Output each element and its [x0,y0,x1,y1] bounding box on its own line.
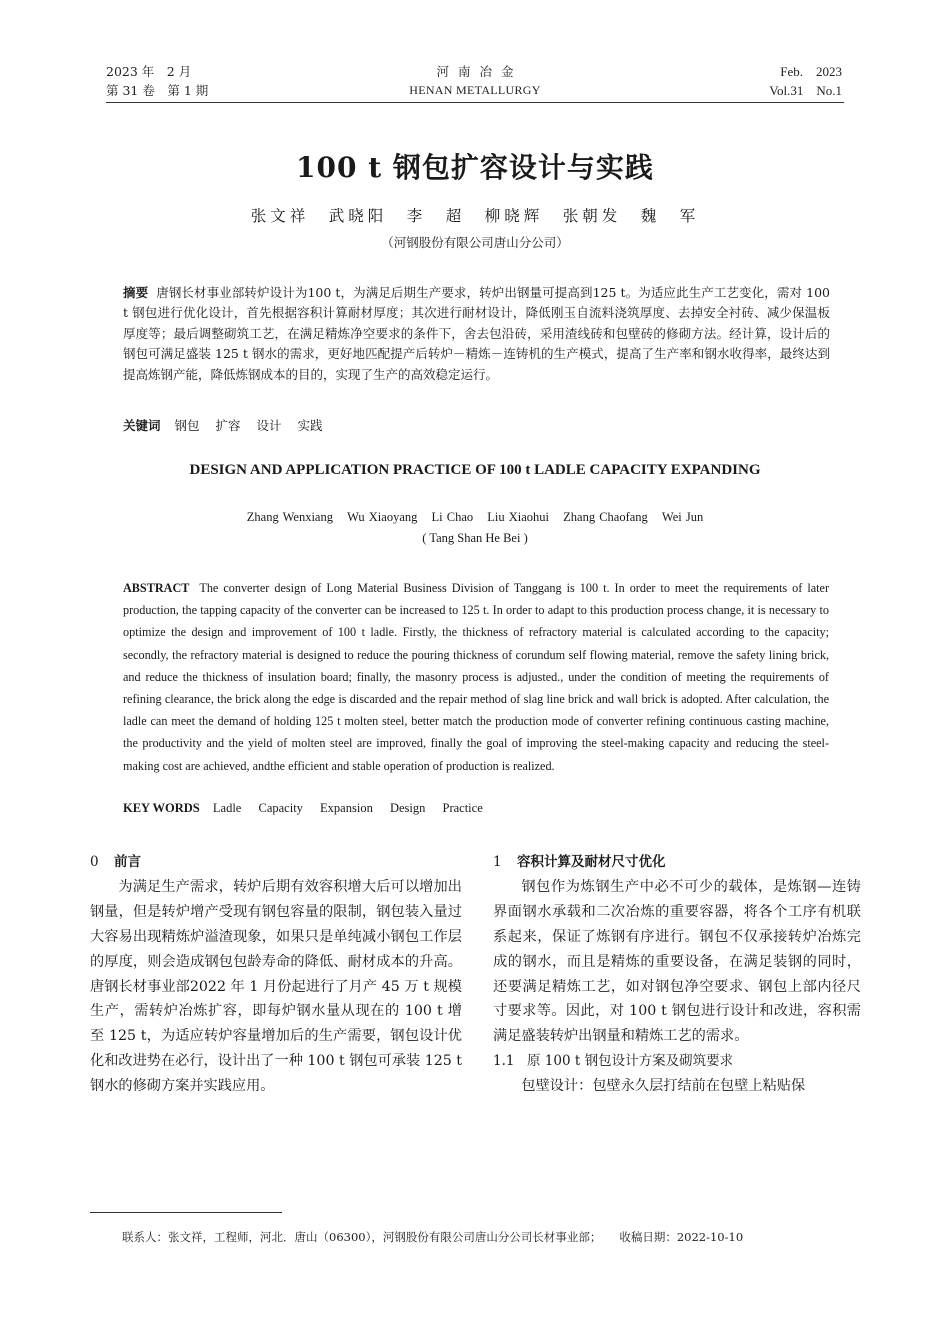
abstract-cn-label: 摘要 [123,285,149,300]
affiliation-cn: （河钢股份有限公司唐山分公司） [381,235,569,250]
author-en: Liu Xiaohui [487,510,550,524]
footnote-received: 收稿日期：2022-10-10 [619,1230,744,1244]
keyword-en: Practice [442,801,483,815]
header-journal [375,62,575,100]
subsection-heading-1-1 [493,1049,861,1074]
authors-cn: 张文祥 武晓阳 李 超 柳晓辉 张朝发 魏 军 [250,207,700,225]
author-en: Zhang Wenxiang [246,510,333,524]
keywords-cn-label: 关键词 [123,418,161,433]
subsection-paragraph: 包壁设计：包壁永久层打结前在包壁上粘贴保 [521,1078,806,1095]
keyword-en: Design [389,801,426,815]
keyword-en: Expansion [320,801,373,815]
abstract-en-label: ABSTRACT [123,581,190,595]
keyword-cn: 扩容 [215,418,241,433]
header-date-en: Feb. 2023 [780,64,842,79]
journal-name-en: HENAN METALLURGY [409,83,541,97]
header-volume-en: Vol.31 No.1 [769,83,842,98]
paper-title-en: DESIGN AND APPLICATION PRACTICE OF 100 t LADLE CAPACITY EXPANDING [189,462,761,478]
section-0-paragraph: 为满足生产需求，转炉后期有效容积增大后可以增加出钢量，但是转炉增产受现有钢包容量的限制，钢包装入量过大容易出现精炼炉溢渣现象，如果只是单纯减小钢包工作层的厚度，则会造成钢包包龄寿命的降低、耐材成本的升高。唐钢长材事业部2022 年 1 月份起进行了月产 45 万 t 规模生产，需转炉冶炼扩容，即每炉钢水量从现在的 100 t 增至 125 t，为适应转炉容量增加后的生产需要，钢包设计优化和改进势在必行，设计出了一种 100 t 钢包可承装 125 t 钢水的修砌方案并实践应用。 [90,878,462,1095]
section-heading-1 [493,850,861,875]
author-en: Wei Jun [661,510,704,524]
keywords-cn [123,416,335,434]
keywords-en [123,801,497,816]
body-column-right [493,850,861,1099]
section-title: 容积计算及耐材尺寸优化 [517,854,666,870]
footnote [122,1229,743,1245]
header-divider [106,102,844,103]
author-en: Zhang Chaofang [563,510,648,524]
subsection-title: 原 100 t 钢包设计方案及砌筑要求 [527,1053,734,1070]
section-number: 0 [90,854,99,870]
footnote-contact: 联系人：张文祥，工程师，河北．唐山（06300），河钢股份有限公司唐山分公司长材事业部； [122,1230,602,1244]
header-date-cn: 2023 年 2 月 [106,64,192,79]
header-volume-cn: 第 31 卷 第 1 期 [106,83,209,98]
section-1-paragraph: 钢包作为炼钢生产中必不可少的载体，是炼钢—连铸界面钢水承载和二次冶炼的重要容器，将各个工序有机联系起来，保证了炼钢有序进行。钢包不仅承接转炉冶炼完成的钢水，而且是精炼的重要设备，在满足装钢的同时，还要满足精炼工艺，如对钢包净空要求、钢包上部内径尺寸要求等。因此，对 100 t 钢包进行设计和改进，容积需满足盛装转炉出钢量和精炼工艺的需求。 [493,878,861,1045]
keyword-en: Capacity [258,801,303,815]
body-column-left [90,850,462,1099]
author-en: Li Chao [431,510,474,524]
subsection-number: 1.1 [493,1053,515,1070]
keywords-en-label: KEY WORDS [123,801,200,815]
footnote-divider [90,1212,282,1213]
keyword-cn: 实践 [297,418,323,433]
section-heading-0 [90,850,462,875]
section-number: 1 [493,854,502,870]
abstract-cn [123,283,830,385]
journal-name-cn: 河南冶金 [436,64,523,79]
keyword-en: Ladle [212,801,242,815]
authors-en [0,510,950,525]
section-title: 前言 [114,854,141,870]
header-left [106,62,208,100]
keyword-cn: 设计 [256,418,282,433]
paper-title: 100 t 钢包扩容设计与实践 [296,151,654,184]
affiliation-en: ( Tang Shan He Bei ) [422,531,528,545]
author-en: Wu Xiaoyang [347,510,418,524]
keyword-cn: 钢包 [174,418,200,433]
abstract-en [123,577,829,777]
abstract-cn-text: 唐钢长材事业部转炉设计为100 t，为满足后期生产要求，转炉出钢量可提高到125 t。为适应此生产工艺变化，需对 100 t 钢包进行优化设计，首先根据容积计算耐材厚度；其次进行耐材设计，降低刚玉自流料浇筑厚度、去掉安全衬砖、减少保温板厚度等；最后调整砌筑工艺，在满足精炼净空要求的条件下，舍去包沿砖，采用渣线砖和包壁砖的修砌方法。经计算，设计后的钢包可满足盛装 125 t 钢水的需求，更好地匹配提产后转炉－精炼－连铸机的生产模式，提高了生产率和钢水收得率，最终达到提高炼钢产能，降低炼钢成本的目的，实现了生产的高效稳定运行。 [123,285,830,382]
abstract-en-text: The converter design of Long Material Business Division of Tanggang is 100 t. In order to meet the requirements of later production, the tapping capacity of the converter can be increased to 125 t. In order to adapt to this production process change, it is necessary to optimize the design and improvement of 100 t ladle. Firstly, the thickness of refractory material is calculated according to the capacity; secondly, the refractory material is designed to reduce the pouring thickness of corundum self flowing material, remove the safety lining brick, and reduce the thickness of insulation board; finally, the masonry process is adjusted., under the condition of meeting the requirements of refining clearance, the brick along the edge is discarded and the repair method of slag line brick and wall brick is adopted. After calculation, the ladle can meet the demand of holding 125 t molten steel, better match the production mode of converter refining continuous casting machine, the productivity and the yield of molten steel are improved, finally the goal of improving the steel-making capacity and reducing the steel-making cost are achieved, andthe efficient and stable operation of production is realized. [123,581,829,773]
header-right [769,62,842,100]
